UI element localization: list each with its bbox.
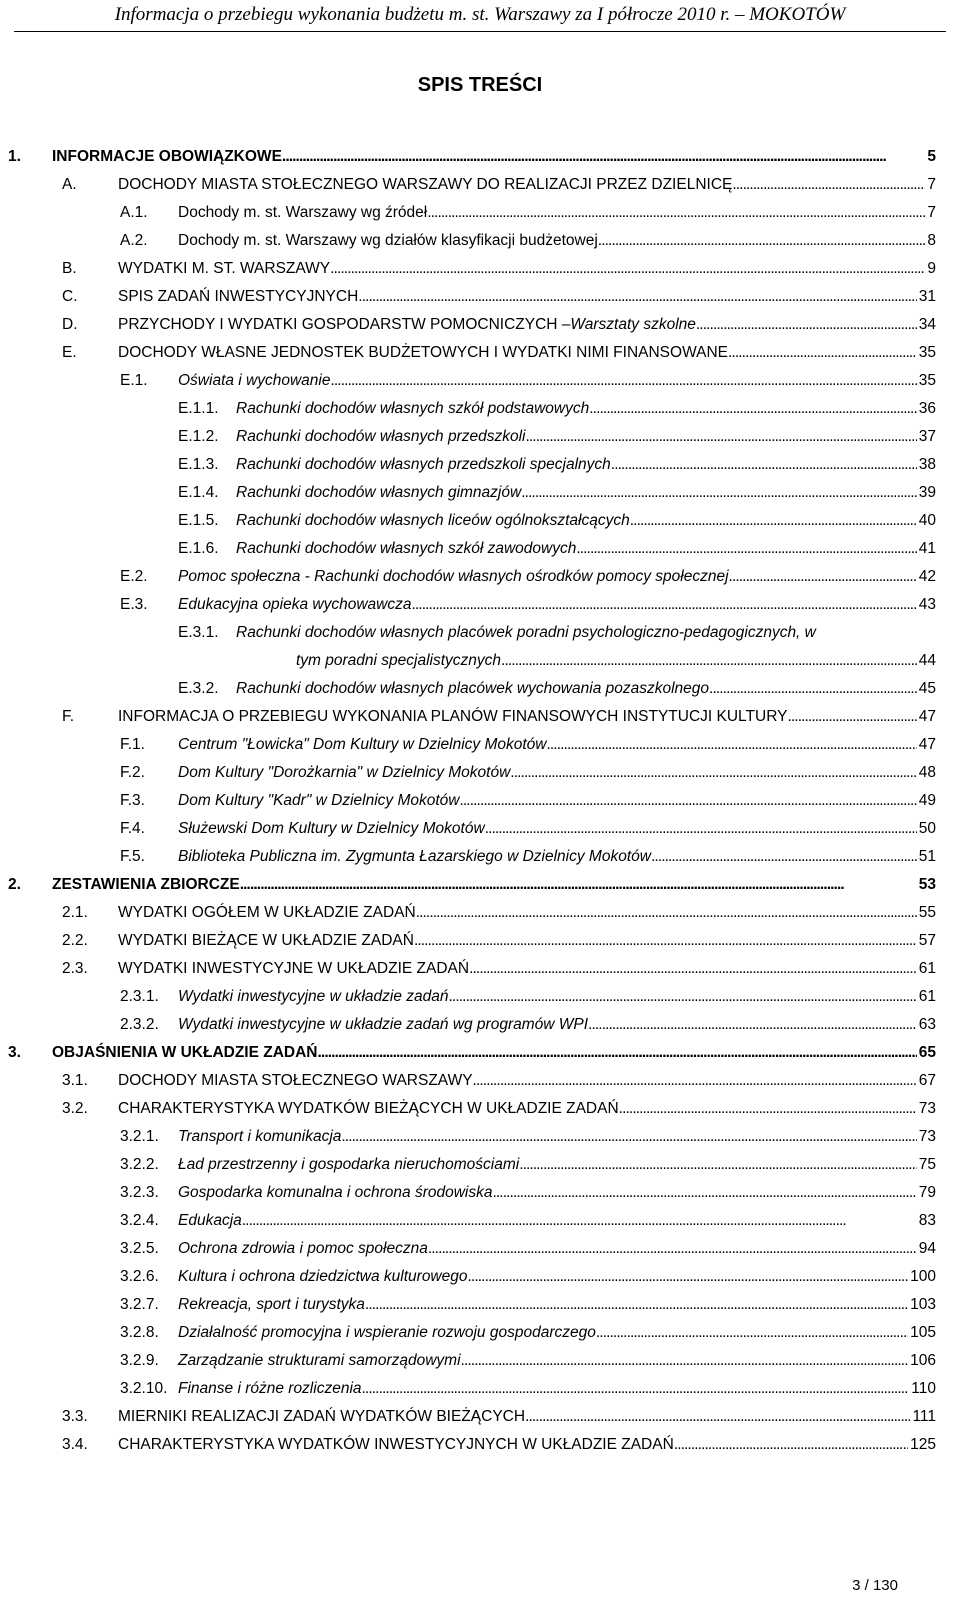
toc-entry-title: Dom Kultury "Dorożkarnia" w Dzielnicy Mokotów: [178, 764, 511, 781]
toc-entry-number: A.1.: [120, 204, 148, 221]
toc-entry-number: 3.3.: [62, 1408, 88, 1425]
toc-entry-page: 50: [918, 820, 936, 837]
toc-entry-title: OBJAŚNIENIA W UKŁADZIE ZADAŃ: [52, 1044, 318, 1061]
toc-entry-page: 63: [918, 1016, 936, 1033]
toc-entry-number: 3.1.: [62, 1072, 88, 1089]
toc-entry-title: Służewski Dom Kultury w Dzielnicy Mokotów: [178, 820, 485, 837]
toc-entry-title: CHARAKTERYSTYKA WYDATKÓW INWESTYCYJNYCH W UKŁADZIE ZADAŃ: [118, 1436, 674, 1453]
toc-leader-dots: [358, 283, 916, 311]
toc-entry-title: ZESTAWIENIA ZBIORCZE: [52, 876, 240, 893]
toc-leader-dots: [696, 311, 917, 339]
toc-leader-dots: [427, 199, 925, 227]
toc-entry-title: Rachunki dochodów własnych placówek wychowania pozaszkolnego: [236, 680, 710, 697]
toc-entry-title: Wydatki inwestycyjne w układzie zadań wg programów WPI: [178, 1016, 589, 1033]
toc-entry-number: E.1.: [120, 372, 148, 389]
toc-entry-page: 61: [918, 988, 936, 1005]
toc-entry-title: MIERNIKI REALIZACJI ZADAŃ WYDATKÓW BIEŻĄCYCH: [118, 1408, 526, 1425]
toc-entry[interactable]: [0, 339, 960, 367]
toc-entry[interactable]: [0, 171, 960, 199]
toc-entry-number: 2.3.: [62, 960, 88, 977]
toc-entry-number: D.: [62, 316, 78, 333]
toc-entry-number: B.: [62, 260, 77, 277]
toc-entry-title: Oświata i wychowanie: [178, 372, 331, 389]
toc-entry-title: Rachunki dochodów własnych placówek poradni psychologiczno-pedagogicznych, w: [236, 624, 816, 641]
toc-entry[interactable]: [0, 367, 960, 395]
toc-entry[interactable]: [0, 563, 960, 591]
toc-leader-dots: [459, 787, 916, 815]
toc-entry[interactable]: [0, 843, 960, 871]
toc-entry-page: 94: [918, 1240, 936, 1257]
toc-leader-dots: [362, 1375, 910, 1403]
toc-entry[interactable]: [0, 1179, 960, 1207]
toc-leader-dots: [732, 171, 925, 199]
toc-entry-number: 3.2.1.: [120, 1128, 159, 1145]
toc-entry-title: DOCHODY MIASTA STOŁECZNEGO WARSZAWY DO REALIZACJI PRZEZ DZIELNICĘ: [118, 176, 733, 193]
toc-entry-page: 65: [918, 1044, 936, 1061]
toc-entry-number: E.1.3.: [178, 456, 219, 473]
toc-entry[interactable]: [0, 1011, 960, 1039]
toc-entry-page: 39: [918, 484, 936, 501]
toc-entry-title: Rachunki dochodów własnych szkół zawodowych: [236, 540, 577, 557]
toc-leader-dots: [709, 675, 917, 703]
toc-entry-number: 3.: [8, 1044, 21, 1061]
toc-entry-number: 2.3.2.: [120, 1016, 159, 1033]
toc-entry-page: 41: [918, 540, 936, 557]
toc-entry-page: 125: [910, 1436, 936, 1453]
toc-entry-title: Rekreacja, sport i turystyka: [178, 1296, 365, 1313]
toc-leader-dots: [630, 507, 917, 535]
toc-entry-number: 2.2.: [62, 932, 88, 949]
toc-entry[interactable]: [0, 507, 960, 535]
toc-entry[interactable]: [0, 479, 960, 507]
toc-entry-number: E.3.2.: [178, 680, 219, 697]
toc-leader-dots: [729, 563, 917, 591]
toc-entry[interactable]: [0, 1319, 960, 1347]
toc-entry-title: Wydatki inwestycyjne w układzie zadań: [178, 988, 449, 1005]
toc-entry-number: A.: [62, 176, 77, 193]
toc-entry-number: E.1.2.: [178, 428, 219, 445]
toc-entry-number: E.2.: [120, 568, 148, 585]
toc-entry[interactable]: [0, 1207, 960, 1235]
toc-leader-dots: [521, 479, 917, 507]
toc-entry[interactable]: [0, 1123, 960, 1151]
toc-entry-title: DOCHODY WŁASNE JEDNOSTEK BUDŻETOWYCH I WYDATKI NIMI FINANSOWANE: [118, 344, 729, 361]
toc-entry-page: 7: [927, 204, 936, 221]
toc-entry[interactable]: [0, 647, 960, 675]
toc-entry-number: E.1.1.: [178, 400, 219, 417]
toc-entry-number: E.1.5.: [178, 512, 219, 529]
toc-entry-number: 3.2.7.: [120, 1296, 159, 1313]
toc-entry-number: 3.2.2.: [120, 1156, 159, 1173]
toc-entry[interactable]: [0, 1095, 960, 1123]
toc-leader-dots: [473, 1067, 917, 1095]
toc-entry-title: INFORMACJA O PRZEBIEGU WYKONANIA PLANÓW FINANSOWYCH INSTYTUCJI KULTURY: [118, 708, 788, 725]
toc-entry-page: 111: [912, 1408, 936, 1425]
toc-entry[interactable]: [0, 535, 960, 563]
toc-leader-dots: [318, 1039, 917, 1067]
toc-entry-title: Kultura i ochrona dziedzictwa kulturowego: [178, 1268, 468, 1285]
toc-entry-page: 110: [911, 1380, 936, 1397]
toc-entry-title: Gospodarka komunalna i ochrona środowiska: [178, 1184, 493, 1201]
toc-entry-page: 36: [918, 400, 936, 417]
header-divider: [14, 31, 946, 32]
toc-entry-number: E.3.1.: [178, 624, 219, 641]
toc-entry-page: 105: [910, 1324, 936, 1341]
table-of-contents: [0, 143, 960, 1459]
toc-entry-title: CHARAKTERYSTYKA WYDATKÓW BIEŻĄCYCH W UKŁADZIE ZADAŃ: [118, 1100, 619, 1117]
toc-leader-dots: [576, 535, 916, 563]
toc-leader-dots: [341, 1123, 916, 1151]
toc-entry-page: 34: [918, 316, 936, 333]
toc-entry-title: INFORMACJE OBOWIĄZKOWE: [52, 148, 282, 165]
toc-entry-page: 45: [918, 680, 936, 697]
toc-leader-dots: [414, 927, 917, 955]
toc-entry[interactable]: [0, 1431, 960, 1459]
toc-entry-number: F.5.: [120, 848, 145, 865]
toc-entry-page: 100: [910, 1268, 936, 1285]
toc-entry-page: 67: [918, 1072, 936, 1089]
toc-entry[interactable]: [0, 591, 960, 619]
toc-entry-page: 44: [918, 652, 936, 669]
toc-entry[interactable]: [0, 899, 960, 927]
toc-entry-number: E.: [62, 344, 77, 361]
toc-entry-number: F.4.: [120, 820, 145, 837]
toc-entry-page: 79: [918, 1184, 936, 1201]
toc-entry-title: Rachunki dochodów własnych gimnazjów: [236, 484, 522, 501]
toc-leader-dots: [519, 1151, 917, 1179]
toc-entry-title: Dom Kultury "Kadr" w Dzielnicy Mokotów: [178, 792, 460, 809]
toc-entry-page: 73: [918, 1128, 936, 1145]
running-header: Informacja o przebiegu wykonania budżetu m. st. Warszawy za I półrocze 2010 r. – MOKOTÓW: [114, 4, 846, 25]
toc-entry-number: 3.4.: [62, 1436, 88, 1453]
toc-entry-number: 3.2.8.: [120, 1324, 159, 1341]
toc-entry[interactable]: [0, 675, 960, 703]
toc-entry-page: 75: [918, 1156, 936, 1173]
toc-entry[interactable]: [0, 227, 960, 255]
toc-entry-number: F.2.: [120, 764, 145, 781]
toc-entry-number: 3.2.: [62, 1100, 88, 1117]
toc-entry-title-italic: Warsztaty szkolne: [570, 316, 696, 333]
toc-leader-dots: [787, 703, 916, 731]
toc-entry-page: 47: [918, 736, 936, 753]
toc-leader-dots: [365, 1291, 908, 1319]
toc-leader-dots: [411, 591, 916, 619]
toc-leader-dots: [674, 1431, 908, 1459]
toc-leader-dots: [330, 367, 916, 395]
toc-entry-title: Dochody m. st. Warszawy wg działów klasyfikacji budżetowej: [178, 232, 598, 249]
toc-entry-page: 9: [927, 260, 936, 277]
toc-entry[interactable]: [0, 619, 960, 647]
toc-entry[interactable]: [0, 255, 960, 283]
toc-entry[interactable]: [0, 451, 960, 479]
toc-leader-dots: [416, 899, 917, 927]
toc-entry[interactable]: [0, 1263, 960, 1291]
toc-entry[interactable]: [0, 787, 960, 815]
toc-entry-number: E.3.: [120, 596, 148, 613]
toc-leader-dots: [330, 255, 925, 283]
toc-entry[interactable]: [0, 731, 960, 759]
toc-entry[interactable]: [0, 871, 960, 899]
toc-leader-dots: [619, 1095, 917, 1123]
toc-entry-title: tym poradni specjalistycznych: [296, 652, 502, 669]
toc-entry-title: WYDATKI BIEŻĄCE W UKŁADZIE ZADAŃ: [118, 932, 414, 949]
toc-leader-dots: [589, 395, 917, 423]
toc-entry[interactable]: [0, 815, 960, 843]
toc-entry-number: 1.: [8, 148, 21, 165]
toc-leader-dots: [510, 759, 916, 787]
page-title: SPIS TREŚCI: [417, 74, 543, 96]
toc-entry-page: 51: [918, 848, 936, 865]
toc-leader-dots: [492, 1179, 916, 1207]
toc-entry-page: 42: [918, 568, 936, 585]
toc-entry-page: 37: [918, 428, 936, 445]
page-number: 3 / 130: [852, 1577, 898, 1594]
toc-entry-title: Ochrona zdrowia i pomoc społeczna: [178, 1240, 428, 1257]
toc-entry-number: 3.2.5.: [120, 1240, 159, 1257]
toc-entry-number: 2.: [8, 876, 21, 893]
toc-leader-dots: [525, 1403, 910, 1431]
toc-entry[interactable]: [0, 395, 960, 423]
toc-entry-page: 40: [918, 512, 936, 529]
toc-entry-page: 8: [927, 232, 936, 249]
toc-entry-title: Działalność promocyjna i wspieranie rozwoju gospodarczego: [178, 1324, 596, 1341]
toc-entry-number: 3.2.4.: [120, 1212, 159, 1229]
toc-entry[interactable]: [0, 1235, 960, 1263]
toc-leader-dots: [651, 843, 917, 871]
toc-entry[interactable]: [0, 983, 960, 1011]
toc-entry[interactable]: [0, 927, 960, 955]
toc-entry-number: E.1.4.: [178, 484, 219, 501]
toc-entry[interactable]: [0, 423, 960, 451]
toc-leader-dots: [469, 955, 917, 983]
toc-entry-title: WYDATKI M. ST. WARSZAWY: [118, 260, 331, 277]
toc-leader-dots: [525, 423, 916, 451]
toc-entry-page: 61: [918, 960, 936, 977]
toc-entry-title: Zarządzanie strukturami samorządowymi: [178, 1352, 461, 1369]
toc-entry-page: 5: [927, 148, 936, 165]
toc-entry[interactable]: [0, 1291, 960, 1319]
toc-entry-number: F.3.: [120, 792, 145, 809]
toc-leader-dots: [598, 227, 926, 255]
toc-entry-page: 55: [918, 904, 936, 921]
toc-entry[interactable]: [0, 1151, 960, 1179]
toc-entry-page: 49: [918, 792, 936, 809]
toc-entry-title: Rachunki dochodów własnych szkół podstawowych: [236, 400, 590, 417]
toc-entry-number: 3.2.10.: [120, 1380, 168, 1397]
toc-leader-dots: [468, 1263, 909, 1291]
toc-entry-title: Centrum "Łowicka" Dom Kultury w Dzielnicy Mokotów: [178, 736, 547, 753]
toc-entry-page: 7: [927, 176, 936, 193]
toc-entry[interactable]: [0, 143, 960, 171]
toc-leader-dots: [242, 1207, 917, 1235]
toc-entry-title: Pomoc społeczna - Rachunki dochodów własnych ośrodków pomocy społecznej: [178, 568, 729, 585]
toc-leader-dots: [501, 647, 917, 675]
toc-entry[interactable]: [0, 703, 960, 731]
toc-leader-dots: [546, 731, 916, 759]
toc-entry-number: 3.2.9.: [120, 1352, 159, 1369]
toc-leader-dots: [240, 871, 917, 899]
toc-entry-page: 57: [918, 932, 936, 949]
toc-entry-page: 53: [918, 876, 936, 893]
toc-leader-dots: [461, 1347, 909, 1375]
toc-entry[interactable]: [0, 1039, 960, 1067]
toc-entry-page: 43: [918, 596, 936, 613]
toc-entry-title: WYDATKI INWESTYCYJNE W UKŁADZIE ZADAŃ: [118, 960, 470, 977]
toc-entry-title: WYDATKI OGÓŁEM W UKŁADZIE ZADAŃ: [118, 904, 416, 921]
toc-entry[interactable]: [0, 759, 960, 787]
toc-entry-number: 3.2.6.: [120, 1268, 159, 1285]
toc-entry-title: Edukacja: [178, 1212, 242, 1229]
toc-entry-number: F.: [62, 708, 75, 725]
toc-entry-title: Rachunki dochodów własnych przedszkoli specjalnych: [236, 456, 611, 473]
toc-leader-dots: [596, 1319, 908, 1347]
toc-leader-dots: [428, 1235, 917, 1263]
toc-entry-title: Rachunki dochodów własnych liceów ogólnokształcących: [236, 512, 630, 529]
toc-leader-dots: [282, 143, 925, 171]
toc-entry-number: E.1.6.: [178, 540, 219, 557]
toc-entry-title: PRZYCHODY I WYDATKI GOSPODARSTW POMOCNICZYCH –: [118, 316, 571, 333]
toc-entry[interactable]: [0, 283, 960, 311]
toc-entry-title: Ład przestrzenny i gospodarka nieruchomościami: [178, 1156, 520, 1173]
toc-entry[interactable]: [0, 1067, 960, 1095]
toc-entry-page: 83: [918, 1212, 936, 1229]
toc-leader-dots: [611, 451, 917, 479]
toc-entry-page: 38: [918, 456, 936, 473]
toc-entry-title: DOCHODY MIASTA STOŁECZNEGO WARSZAWY: [118, 1072, 473, 1089]
toc-entry[interactable]: [0, 199, 960, 227]
toc-entry-number: A.2.: [120, 232, 148, 249]
toc-entry[interactable]: [0, 1375, 960, 1403]
toc-leader-dots: [588, 1011, 917, 1039]
toc-entry[interactable]: [0, 1403, 960, 1431]
toc-entry-number: C.: [62, 288, 78, 305]
toc-entry-page: 35: [918, 344, 936, 361]
toc-entry-page: 73: [918, 1100, 936, 1117]
toc-entry-title: Biblioteka Publiczna im. Zygmunta Łazarskiego w Dzielnicy Mokotów: [178, 848, 651, 865]
toc-leader-dots: [449, 983, 917, 1011]
toc-entry-page: 48: [918, 764, 936, 781]
toc-entry-page: 31: [918, 288, 936, 305]
toc-entry-title: Edukacyjna opieka wychowawcza: [178, 596, 412, 613]
toc-entry[interactable]: [0, 955, 960, 983]
toc-entry[interactable]: [0, 311, 960, 339]
toc-entry-page: 106: [910, 1352, 936, 1369]
toc-entry-title: Finanse i różne rozliczenia: [178, 1380, 362, 1397]
toc-entry[interactable]: [0, 1347, 960, 1375]
toc-entry-title: Transport i komunikacja: [178, 1128, 342, 1145]
toc-entry-page: 47: [918, 708, 936, 725]
toc-entry-number: 2.1.: [62, 904, 88, 921]
toc-entry-page: 35: [918, 372, 936, 389]
toc-leader-dots: [485, 815, 917, 843]
toc-entry-title: Rachunki dochodów własnych przedszkoli: [236, 428, 526, 445]
toc-entry-number: F.1.: [120, 736, 145, 753]
toc-leader-dots: [728, 339, 917, 367]
toc-entry-title: Dochody m. st. Warszawy wg źródeł: [178, 204, 428, 221]
toc-entry-number: 3.2.3.: [120, 1184, 159, 1201]
toc-entry-title: SPIS ZADAŃ INWESTYCYJNYCH: [118, 288, 359, 305]
toc-entry-page: 103: [910, 1296, 936, 1313]
toc-entry-number: 2.3.1.: [120, 988, 159, 1005]
